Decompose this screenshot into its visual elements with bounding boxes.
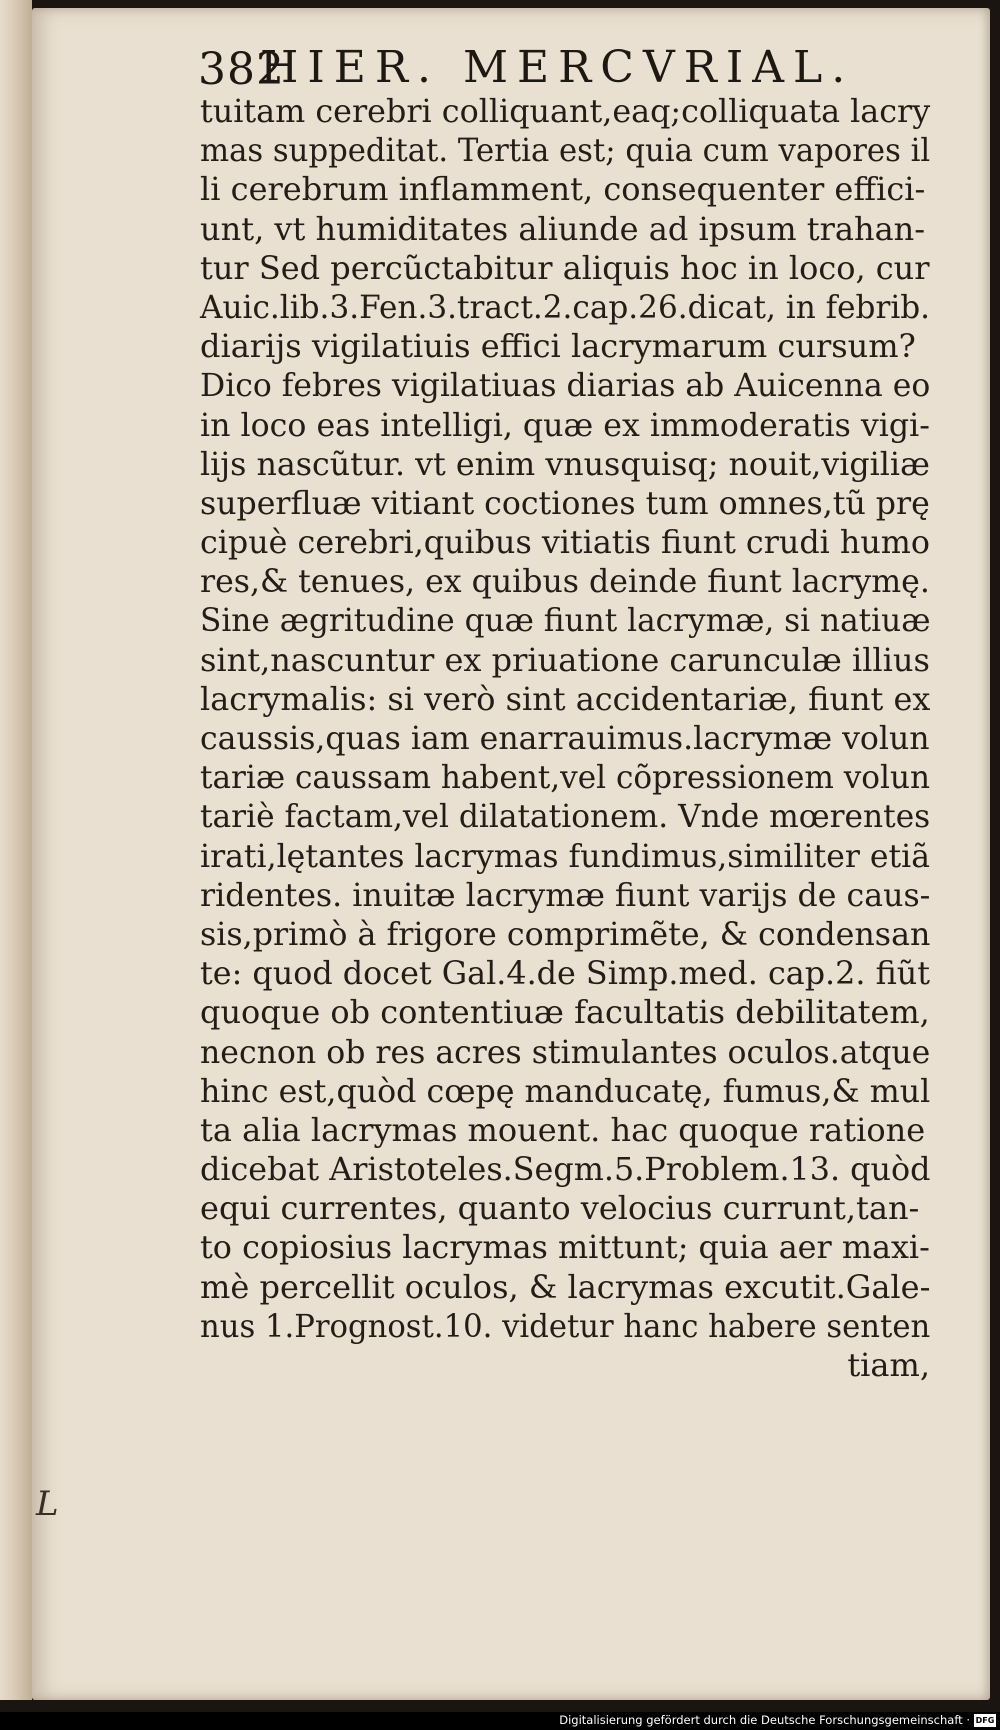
text-line: cipuè cerebri,quibus vitiatis fiunt crudi humo	[200, 523, 930, 562]
dfg-logo: DFG	[975, 1716, 995, 1725]
margin-mark: L	[36, 1484, 59, 1524]
text-line: necnon ob res acres stimulantes oculos.atque	[200, 1032, 931, 1071]
text-line: equi currentes, quanto velocius currunt,tan-	[200, 1189, 920, 1228]
text-line: lijs nascũtur. vt enim vnusquisq; nouit,vigiliæ	[200, 444, 930, 483]
text-line: dicebat Aristoteles.Segm.5.Problem.13. quòd	[200, 1150, 931, 1189]
text-line: tuitam cerebri colliquant,eaq;colliquata lacry	[200, 92, 931, 130]
text-line: superfluæ vitiant coctiones tum omnes,tũ prę	[200, 483, 930, 522]
text-line: quoque ob contentiuæ facultatis debilitatem,	[200, 993, 930, 1032]
text-line: caussis,quas iam enarrauimus.lacrymæ volun	[200, 719, 930, 757]
book-edge	[0, 0, 32, 1700]
text-line: tariæ caussam habent,vel cõpressionem volun	[200, 758, 931, 797]
text-line: irati,lętantes lacrymas fundimus,similiter etiã	[200, 836, 931, 875]
text-line: ridentes. inuitæ lacrymæ fiunt varijs de caus-	[200, 875, 931, 914]
text-line: sis,primò à frigore comprimẽte, & condensan	[200, 914, 931, 953]
page-number: 382	[198, 44, 285, 95]
text-line: Auic.lib.3.Fen.3.tract.2.cap.26.dicat, in febrib.	[200, 287, 931, 326]
text-line: li cerebrum inflamment, consequenter effici-	[200, 170, 926, 209]
text-line: to copiosius lacrymas mittunt; quia aer maxi-	[200, 1228, 930, 1267]
text-line: Sine ægritudine quæ fiunt lacrymæ, si natiuæ	[200, 601, 931, 640]
text-line: res,& tenues, ex quibus deinde fiunt lacrymę.	[200, 562, 930, 601]
text-line: mas suppeditat. Tertia est; quia cum vapores il	[200, 131, 931, 170]
text-line: tur Sed percũctabitur aliquis hoc in loco, cur	[200, 248, 930, 287]
text-line: ta alia lacrymas mouent. hac quoque ratione	[200, 1110, 926, 1149]
text-line: mè percellit oculos, & lacrymas excutit.Gale-	[200, 1267, 931, 1306]
text-line: te: quod docet Gal.4.de Simp.med. cap.2. fiũt	[200, 954, 931, 993]
text-line: unt, vt humiditates aliunde ad ipsum trahan-	[200, 209, 926, 248]
text-line: in loco eas intelligi, quæ ex immoderatis vigi-	[200, 405, 930, 444]
text-line: hinc est,quòd cœpę manducatę, fumus,& mul	[200, 1071, 931, 1110]
body-text	[200, 92, 930, 1385]
running-head: HIER. MERCVRIAL.	[260, 42, 855, 93]
digitization-credit: Digitalisierung gefördert durch die Deutsche Forschungsgemeinschaft ·	[559, 1713, 970, 1727]
text-line: diarijs vigilatiuis effici lacrymarum cursum?	[200, 327, 916, 366]
text-line: lacrymalis: si verò sint accidentariæ, fiunt ex	[200, 679, 931, 718]
catchword: tiam,	[847, 1346, 930, 1384]
text-line: Dico febres vigilatiuas diarias ab Auicenna eo	[200, 366, 931, 405]
text-line: sint,nascuntur ex priuatione carunculæ illius	[200, 640, 930, 679]
text-line: tariè factam,vel dilatationem. Vnde mœrentes	[200, 797, 931, 836]
text-line: nus 1.Prognost.10. videtur hanc habere senten	[200, 1306, 931, 1345]
